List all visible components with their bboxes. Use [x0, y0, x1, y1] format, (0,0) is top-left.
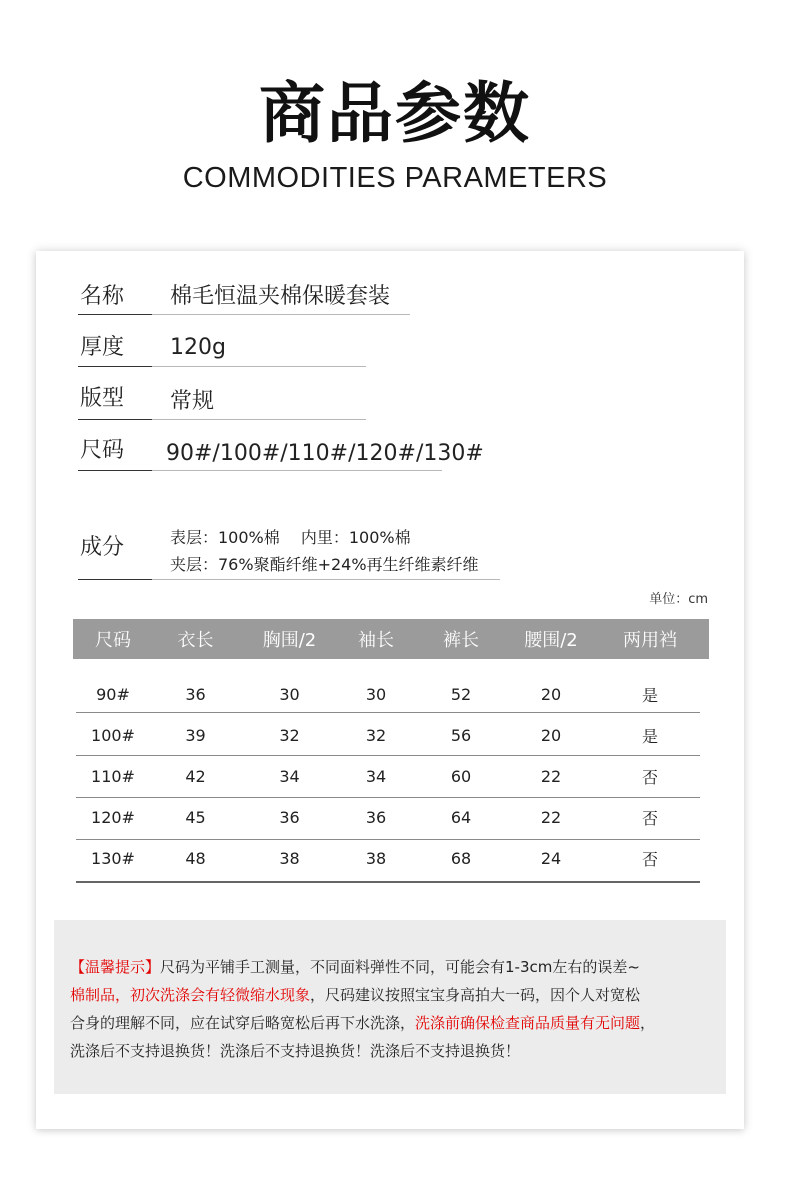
- cell-dual-crotch: 是: [641, 727, 658, 746]
- header-dual-crotch: 两用裆: [591, 619, 709, 659]
- header-pants-length: 裤长: [411, 619, 511, 659]
- cell-sleeve: 32: [365, 726, 387, 745]
- thickness-value: 120g: [170, 335, 226, 360]
- name-label: 名称: [80, 284, 125, 309]
- cell-waist: 22: [540, 767, 562, 786]
- cell-sleeve: 36: [365, 808, 387, 827]
- size-value: 90#/100#/110#/120#/130#: [166, 441, 484, 466]
- cell-size: 120#: [91, 808, 135, 827]
- notice-line-3-end: ，: [640, 1014, 656, 1032]
- notice-line-1: [70, 957, 640, 977]
- table-row: [73, 838, 709, 879]
- notice-line-2-text: ，尺码建议按照宝宝身高拍大一码，因个人对宽松: [310, 986, 641, 1004]
- cell-waist: 24: [540, 849, 562, 868]
- cell-top-length: 39: [185, 726, 206, 745]
- page-title: 商品参数: [259, 75, 531, 152]
- cell-pants-length: 60: [450, 767, 472, 786]
- notice-line-2: [70, 985, 640, 1005]
- cell-dual-crotch: 否: [641, 809, 658, 828]
- row-divider: [76, 755, 700, 756]
- notice-no-return-warning: 洗涤后不支持退换货！洗涤后不支持退换货！洗涤后不支持退换货！: [70, 1042, 521, 1060]
- page-subtitle: COMMODITIES PARAMETERS: [182, 162, 608, 194]
- row-divider: [76, 839, 700, 840]
- name-value: 棉毛恒温夹棉保暖套装: [170, 284, 391, 309]
- fit-label-underline: [78, 419, 152, 420]
- cell-top-length: 36: [185, 685, 206, 704]
- name-label-underline: [78, 314, 152, 315]
- thickness-label-underline: [78, 366, 152, 367]
- thickness-label: 厚度: [80, 335, 125, 360]
- notice-line-3: [70, 1013, 655, 1033]
- table-row: [73, 715, 709, 756]
- cell-chest: 38: [279, 849, 300, 868]
- composition-value-underline: [152, 579, 500, 580]
- cell-pants-length: 56: [450, 726, 472, 745]
- cell-pants-length: 52: [450, 685, 472, 704]
- cell-waist: 22: [540, 808, 562, 827]
- size-table-header-row: [73, 619, 709, 659]
- cell-sleeve: 38: [365, 849, 387, 868]
- composition-line-1: 表层：100%棉 内里：100%棉: [170, 528, 411, 547]
- cell-sleeve: 30: [365, 685, 387, 704]
- cell-chest: 32: [279, 726, 300, 745]
- header-sleeve: 袖长: [341, 619, 411, 659]
- cell-waist: 20: [540, 726, 562, 745]
- header-top-length: 衣长: [153, 619, 238, 659]
- cell-top-length: 48: [185, 849, 206, 868]
- size-table: [73, 619, 709, 879]
- unit-label: 单位：cm: [649, 592, 708, 607]
- notice-shrink-warning: 棉制品，初次洗涤会有轻微缩水现象: [70, 986, 311, 1004]
- cell-chest: 30: [279, 685, 300, 704]
- notice-box: [54, 920, 726, 1094]
- header-chest: 胸围/2: [238, 619, 341, 659]
- table-row: [73, 797, 709, 838]
- row-divider: [76, 797, 700, 798]
- size-label: 尺码: [80, 438, 125, 463]
- composition-label: 成分: [80, 535, 125, 560]
- table-row: [73, 756, 709, 797]
- cell-dual-crotch: 否: [641, 850, 658, 869]
- cell-pants-length: 64: [450, 808, 472, 827]
- fit-label: 版型: [80, 386, 125, 411]
- cell-top-length: 42: [185, 767, 206, 786]
- table-bottom-border: [76, 881, 700, 883]
- cell-top-length: 45: [185, 808, 206, 827]
- name-value-underline: [152, 314, 410, 315]
- fit-value-underline: [152, 419, 366, 420]
- cell-dual-crotch: 是: [641, 686, 658, 705]
- header-size: 尺码: [73, 619, 153, 659]
- notice-line-3-text: 合身的理解不同，应在试穿后略宽松后再下水洗涤，: [70, 1014, 416, 1032]
- notice-check-warning: 洗涤前确保检查商品质量有无问题: [415, 1014, 641, 1032]
- cell-chest: 36: [279, 808, 300, 827]
- cell-waist: 20: [540, 685, 562, 704]
- cell-size: 90#: [96, 685, 130, 704]
- cell-size: 110#: [91, 767, 135, 786]
- cell-chest: 34: [279, 767, 300, 786]
- thickness-value-underline: [152, 366, 366, 367]
- size-label-underline: [78, 470, 152, 471]
- cell-size: 100#: [91, 726, 135, 745]
- cell-size: 130#: [91, 849, 135, 868]
- header-waist: 腰围/2: [511, 619, 591, 659]
- cell-pants-length: 68: [450, 849, 472, 868]
- cell-sleeve: 34: [365, 767, 387, 786]
- notice-line-1-text: 尺码为平铺手工测量，不同面料弹性不同，可能会有1-3cm左右的误差~: [160, 958, 640, 976]
- fit-value: 常规: [170, 389, 215, 414]
- composition-label-underline: [78, 579, 152, 580]
- notice-tag: 【温馨提示】: [70, 958, 161, 976]
- table-row: [73, 674, 709, 715]
- row-divider: [76, 712, 700, 713]
- composition-line-2: 夹层：76%聚酯纤维+24%再生纤维素纤维: [170, 555, 479, 574]
- size-value-underline: [152, 470, 442, 471]
- cell-dual-crotch: 否: [641, 768, 658, 787]
